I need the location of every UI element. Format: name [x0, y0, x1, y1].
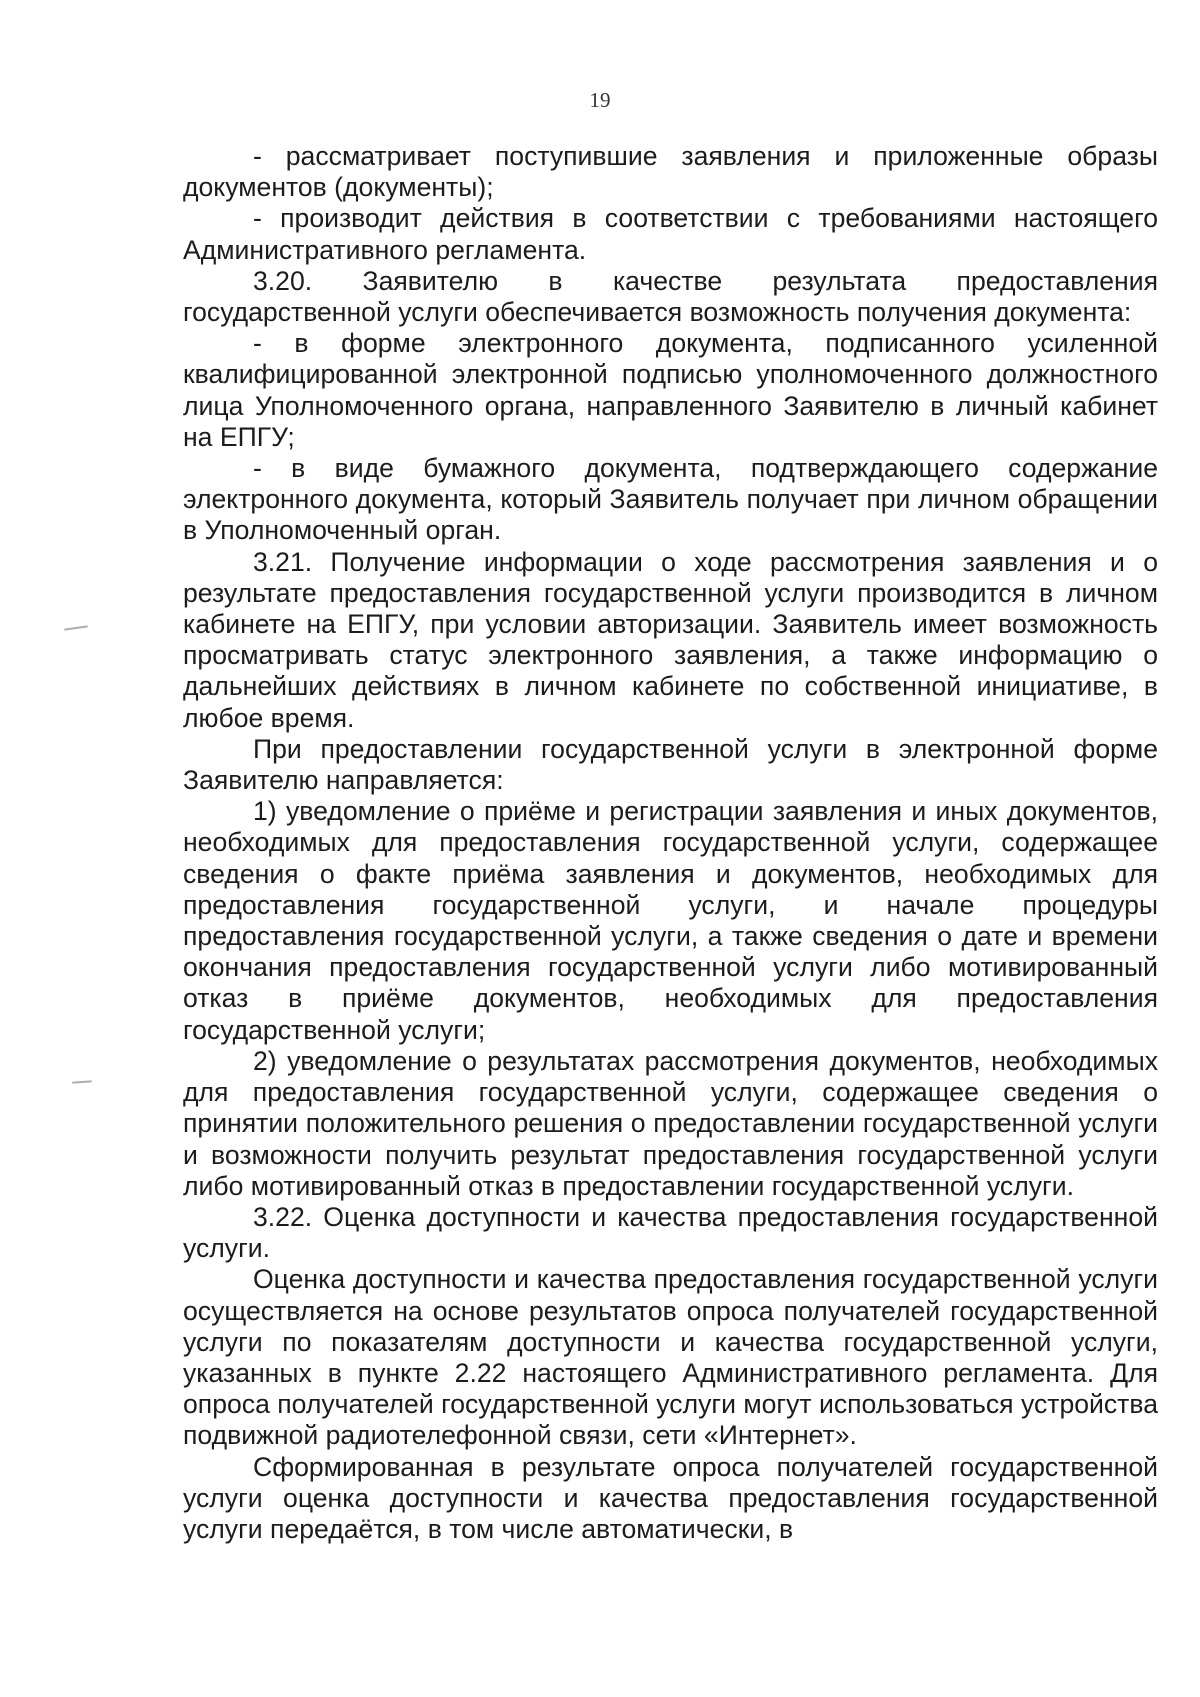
paragraph: 2) уведомление о результатах рассмотрения документов, необходимых для предоставления государственной услуги, содержащее сведения о принятии положительного решения о предоставлении государственной услуги и возможности получить результат предоставления государственной услуги либо мотивированный отказ в предоставлении государственной услуги. [183, 1045, 1158, 1201]
paragraph: 1) уведомление о приёме и регистрации заявления и иных документов, необходимых для предоставления государственной услуги, содержащее сведения о факте приёма заявления и документов, необходимых для предоставления государственной услуги, и начале процедуры предоставления государственной услуги, а также сведения о дате и времени окончания предоставления государственной услуги либо мотивированный отказ в приёме документов, необходимых для предоставления государственной услуги; [183, 796, 1158, 1045]
paragraph: Оценка доступности и качества предоставления государственной услуги осуществляется на основе результатов опроса получателей государственной услуги по показателям доступности и качества государственной услуги, указанных в пункте 2.22 настоящего Административного регламента. Для опроса получателей государственной услуги могут использоваться устройства подвижной радиотелефонной связи, сети «Интернет». [183, 1264, 1158, 1451]
paragraph: 3.20. Заявителю в качестве результата предоставления государственной услуги обеспечивается возможность получения документа: [183, 265, 1158, 328]
paragraph: 3.21. Получение информации о ходе рассмотрения заявления и о результате предоставления государственной услуги производится в личном кабинете на ЕПГУ, при условии авторизации. Заявитель имеет возможность просматривать статус электронного заявления, а также информацию о дальнейших действиях в личном кабинете по собственной инициативе, в любое время. [183, 546, 1158, 733]
scan-margin-mark [72, 1080, 92, 1083]
paragraph: - производит действия в соответствии с требованиями настоящего Административного регламента. [183, 203, 1158, 265]
paragraph: Сформированная в результате опроса получателей государственной услуги оценка доступности и качества предоставления государственной услуги передаётся, в том числе автоматически, в [183, 1451, 1158, 1544]
paragraph: - в форме электронного документа, подписанного усиленной квалифицированной электронной подписью уполномоченного должностного лица Уполномоченного органа, направленного Заявителю в личный кабинет на ЕПГУ; [183, 328, 1158, 452]
paragraph: - рассматривает поступившие заявления и приложенные образы документов (документы); [183, 141, 1158, 203]
scan-margin-mark [64, 625, 88, 630]
document-body [183, 141, 1158, 1545]
paragraph: - в виде бумажного документа, подтверждающего содержание электронного документа, который Заявитель получает при личном обращении в Уполномоченный орган. [183, 453, 1158, 546]
page-number: 19 [589, 88, 611, 112]
paragraph: 3.22. Оценка доступности и качества предоставления государственной услуги. [183, 1201, 1158, 1264]
paragraph: При предоставлении государственной услуги в электронной форме Заявителю направляется: [183, 733, 1158, 796]
